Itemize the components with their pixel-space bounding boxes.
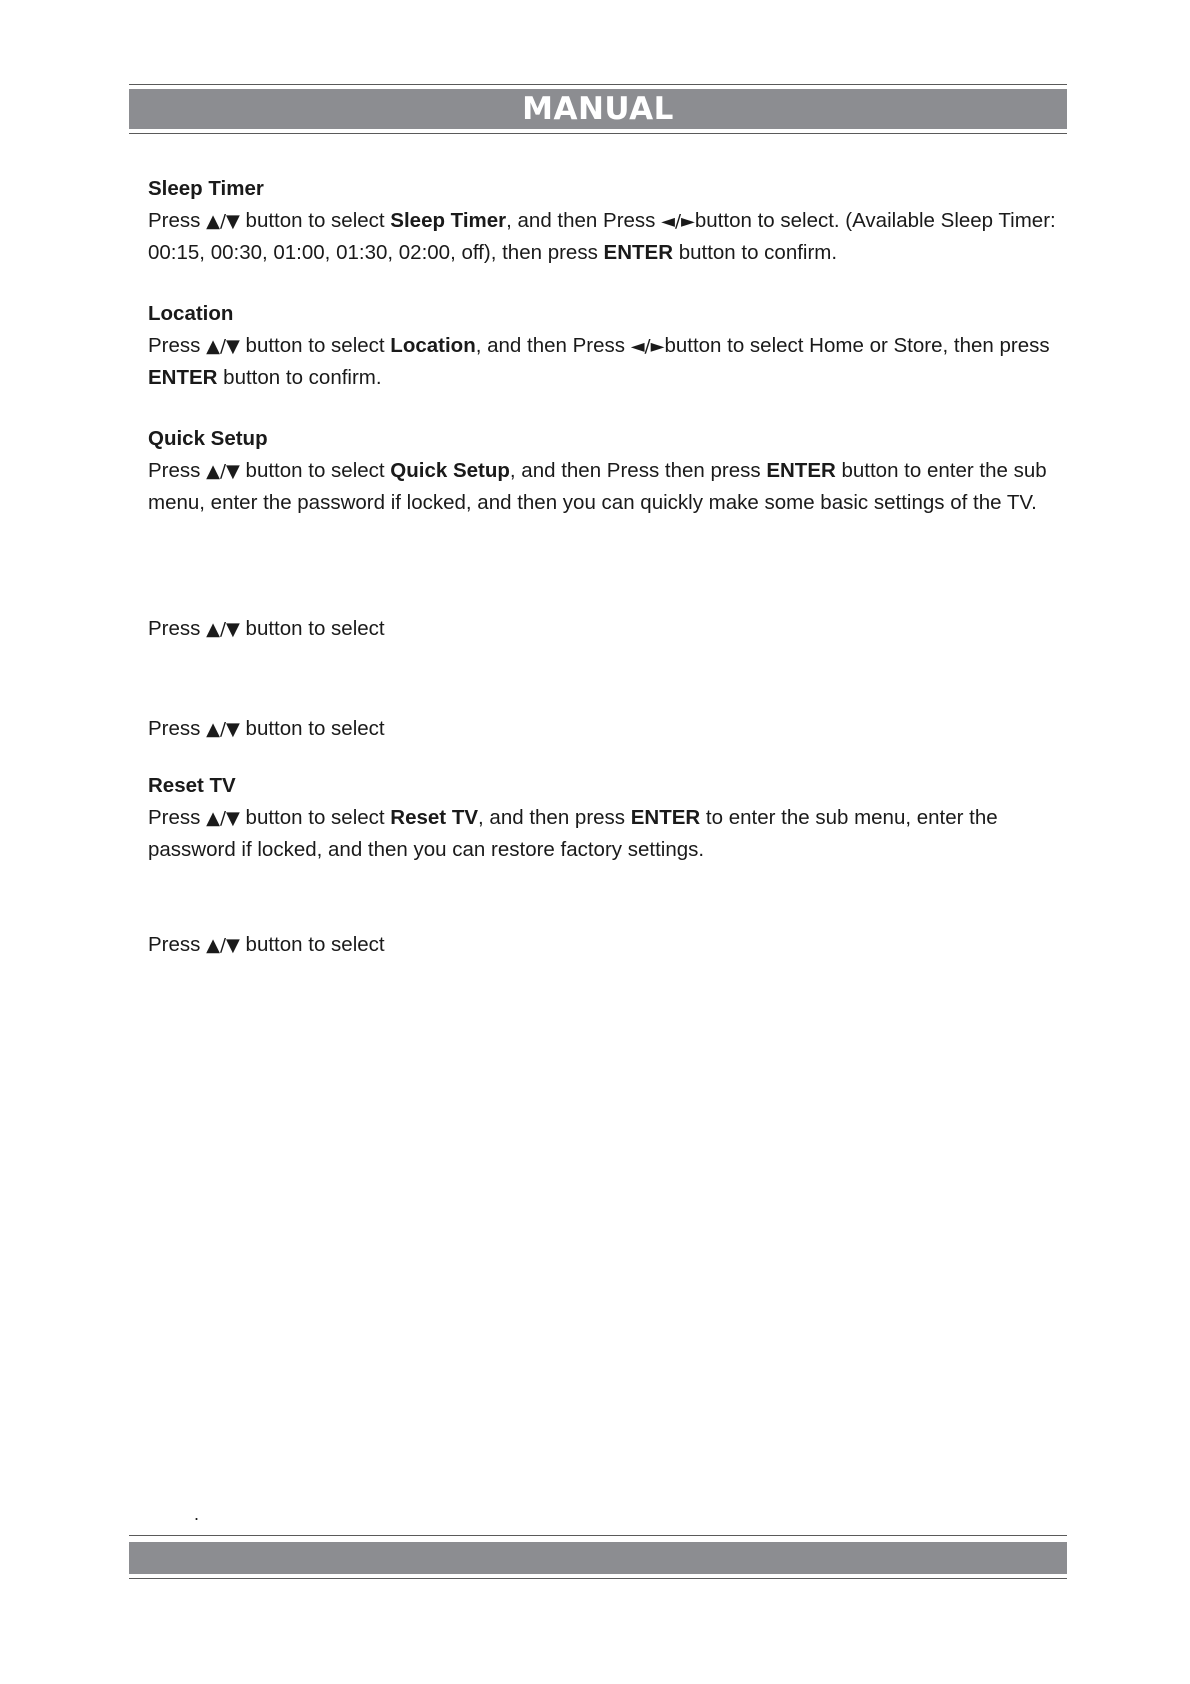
- text-run: , and then press: [478, 805, 631, 829]
- line-text: [148, 613, 1058, 646]
- text-run: , and then Press then press: [509, 458, 767, 482]
- section-heading: Reset TV: [148, 774, 236, 797]
- orphan-line-1: [148, 613, 1058, 646]
- up-down-arrows-icon: ▲/▼: [206, 619, 240, 640]
- text-run: button to enter the sub menu, enter the password if locked, and then you can quickly make some basic settings of the TV.: [148, 458, 1047, 514]
- up-down-arrows-icon: ▲/▼: [206, 807, 240, 829]
- bold-term: ENTER: [630, 805, 701, 829]
- left-right-arrows-icon: ◄/►: [661, 210, 695, 232]
- bold-term: Quick Setup: [390, 458, 510, 482]
- text-run: button to select: [239, 333, 391, 357]
- text-press: Press: [148, 458, 201, 482]
- section-body: [148, 205, 1058, 269]
- text-run: button to confirm.: [673, 241, 838, 264]
- section-sleep-timer: [148, 173, 1058, 269]
- text-run: button to select Home or Store, then press: [664, 333, 1050, 357]
- header-bottom-rule: [129, 133, 1067, 134]
- footer-band: [129, 1542, 1067, 1574]
- up-down-arrows-icon: ▲/▼: [206, 335, 240, 357]
- text-run: button to select: [239, 805, 391, 829]
- bold-term: Location: [390, 333, 476, 357]
- text-press: Press: [148, 933, 201, 956]
- section-reset-tv: [148, 770, 1058, 866]
- text-run: , and then Press: [506, 208, 662, 232]
- bold-term: ENTER: [148, 366, 218, 389]
- line-text: [148, 929, 1058, 962]
- footer-bottom-rule: [129, 1578, 1067, 1579]
- text-run: button to confirm.: [217, 366, 382, 389]
- bold-term: Reset TV: [390, 805, 479, 829]
- bold-term: ENTER: [766, 458, 836, 482]
- text-press: Press: [148, 617, 201, 640]
- text-run: , and then Press: [475, 333, 631, 357]
- text-run: button to select. (Available Sleep Timer: 00:15, 00:30, 01:00, 01:30, 02:00, off), then press: [148, 208, 1056, 264]
- text-press: Press: [148, 208, 201, 232]
- text-run: button to select: [239, 717, 385, 740]
- stray-dot: .: [194, 1504, 200, 1524]
- section-body: [148, 802, 1058, 866]
- up-down-arrows-icon: ▲/▼: [206, 210, 240, 232]
- up-down-arrows-icon: ▲/▼: [206, 719, 240, 740]
- up-down-arrows-icon: ▲/▼: [206, 935, 240, 956]
- text-run: button to select: [239, 208, 391, 232]
- bold-term: ENTER: [603, 241, 673, 264]
- text-run: button to select: [239, 458, 391, 482]
- orphan-line-3: [148, 929, 1058, 962]
- orphan-line-2: [148, 713, 1058, 746]
- page-title: MANUAL: [522, 91, 674, 127]
- text-run: button to select: [239, 933, 385, 956]
- line-text: [148, 713, 1058, 746]
- section-body: [148, 330, 1058, 394]
- section-heading: Sleep Timer: [148, 177, 264, 200]
- section-location: [148, 298, 1058, 394]
- text-run: to enter the sub menu, enter the password if locked, and then you can restore factory settings.: [148, 805, 998, 861]
- footer-top-rule: [129, 1535, 1067, 1536]
- section-quick-setup: [148, 423, 1058, 519]
- up-down-arrows-icon: ▲/▼: [206, 460, 240, 482]
- left-right-arrows-icon: ◄/►: [630, 335, 665, 357]
- text-press: Press: [148, 805, 201, 829]
- section-body: [148, 455, 1058, 519]
- section-heading: Location: [148, 302, 234, 325]
- text-press: Press: [148, 333, 201, 357]
- page-footer: [129, 1535, 1067, 1579]
- text-press: Press: [148, 717, 201, 740]
- bold-term: Sleep Timer: [390, 208, 507, 232]
- header-band: [129, 89, 1067, 129]
- section-heading: Quick Setup: [148, 427, 268, 450]
- text-run: button to select: [239, 617, 385, 640]
- header-top-rule: [129, 84, 1067, 85]
- page-header: [129, 84, 1067, 134]
